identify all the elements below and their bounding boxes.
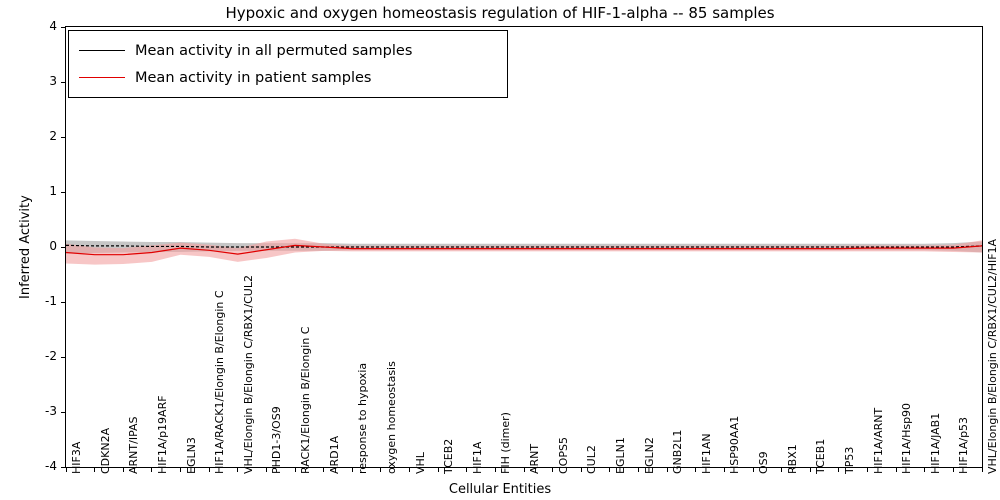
legend-label-permuted: Mean activity in all permuted samples (135, 42, 413, 59)
y-tick-label: 0 (49, 239, 57, 253)
x-tick-label: GNB2L1 (671, 429, 685, 474)
x-tick-label: HIF1A/Hsp90 (900, 402, 914, 474)
x-tick-label: PHD1-3/OS9 (270, 406, 284, 474)
x-tick-mark (466, 468, 467, 472)
legend-line-icon-patient (79, 77, 125, 78)
x-tick-label: VHL/Elongin B/Elongin C/RBX1/CUL2/HIF1A (986, 238, 999, 474)
x-tick-mark (123, 468, 124, 472)
x-tick-label: ARNT/IPAS (127, 416, 141, 474)
x-tick-mark (180, 468, 181, 472)
y-tick-label: 4 (49, 19, 57, 33)
x-tick-mark (810, 468, 811, 472)
x-tick-label: HIF1A/RACK1/Elongin B/Elongin C (213, 290, 227, 474)
y-tick-label: 1 (49, 184, 57, 198)
x-tick-label: VHL (413, 452, 427, 474)
y-tick-label: 2 (49, 129, 57, 143)
legend-label-patient: Mean activity in patient samples (135, 69, 372, 86)
x-tick-label: EGLN3 (184, 437, 198, 474)
x-tick-mark (209, 468, 210, 472)
y-tick-label: -4 (45, 459, 57, 473)
x-tick-mark (924, 468, 925, 472)
y-axis-label: Inferred Activity (18, 195, 33, 299)
x-tick-label: response to hypoxia (356, 362, 370, 474)
x-tick-label: HIF1A/JAB1 (928, 412, 942, 474)
x-tick-mark (323, 468, 324, 472)
x-tick-mark (953, 468, 954, 472)
x-tick-mark (352, 468, 353, 472)
y-tick-label: -3 (45, 404, 57, 418)
x-tick-label: TCEB2 (442, 438, 456, 474)
legend-item-patient (79, 64, 497, 91)
legend-line-icon-permuted (79, 50, 125, 51)
x-tick-label: EGLN2 (642, 437, 656, 474)
x-tick-mark (781, 468, 782, 472)
x-tick-label: ARD1A (327, 435, 341, 474)
x-tick-mark (438, 468, 439, 472)
x-tick-label: TP53 (842, 446, 856, 474)
x-tick-label: RBX1 (785, 444, 799, 474)
x-tick-mark (295, 468, 296, 472)
x-tick-mark (581, 468, 582, 472)
x-tick-mark (753, 468, 754, 472)
x-tick-mark (982, 468, 983, 472)
x-tick-mark (695, 468, 696, 472)
x-tick-mark (266, 468, 267, 472)
x-tick-label: HIF1A (470, 441, 484, 474)
legend (68, 30, 508, 98)
x-tick-mark (524, 468, 525, 472)
x-tick-label: CUL2 (585, 445, 599, 474)
x-tick-label: HIF1A/ARNT (871, 407, 885, 474)
legend-item-permuted (79, 37, 497, 64)
x-tick-mark (151, 468, 152, 472)
x-axis-label: Cellular Entities (448, 482, 552, 497)
x-tick-label: oxygen homeostasis (384, 361, 398, 474)
x-tick-mark (838, 468, 839, 472)
x-tick-label: VHL/Elongin B/Elongin C/RBX1/CUL2 (241, 275, 255, 474)
x-tick-mark (724, 468, 725, 472)
x-tick-label: HIF1A/p19ARF (155, 395, 169, 474)
x-tick-mark (94, 468, 95, 472)
x-tick-label: ARNT (528, 443, 541, 474)
x-tick-mark (896, 468, 897, 472)
x-tick-mark (380, 468, 381, 472)
x-tick-label: HIF1AN (699, 433, 713, 474)
x-tick-label: TCEB1 (814, 438, 828, 474)
x-tick-label: EGLN1 (613, 437, 627, 474)
x-tick-label: CDKN2A (98, 427, 112, 474)
x-tick-label: HSP90AA1 (728, 415, 742, 474)
y-tick-label: 3 (49, 74, 57, 88)
y-tick-label: -2 (45, 349, 57, 363)
x-tick-mark (609, 468, 610, 472)
x-tick-mark (638, 468, 639, 472)
x-tick-label: HIF1A/p53 (957, 416, 971, 474)
x-tick-mark (66, 468, 67, 472)
x-tick-mark (237, 468, 238, 472)
x-tick-mark (409, 468, 410, 472)
chart-title: Hypoxic and oxygen homeostasis regulation of HIF-1-alpha -- 85 samples (225, 4, 775, 22)
x-tick-label: OS9 (757, 451, 770, 474)
x-tick-mark (867, 468, 868, 472)
x-tick-label: RACK1/Elongin B/Elongin C (299, 326, 312, 474)
x-tick-label: HIF3A (70, 441, 83, 474)
y-tick-label: -1 (45, 294, 57, 308)
x-tick-mark (667, 468, 668, 472)
x-tick-mark (495, 468, 496, 472)
x-tick-mark (552, 468, 553, 472)
x-tick-label: COPS5 (556, 437, 570, 474)
x-tick-label: FIH (dimer) (499, 412, 513, 474)
